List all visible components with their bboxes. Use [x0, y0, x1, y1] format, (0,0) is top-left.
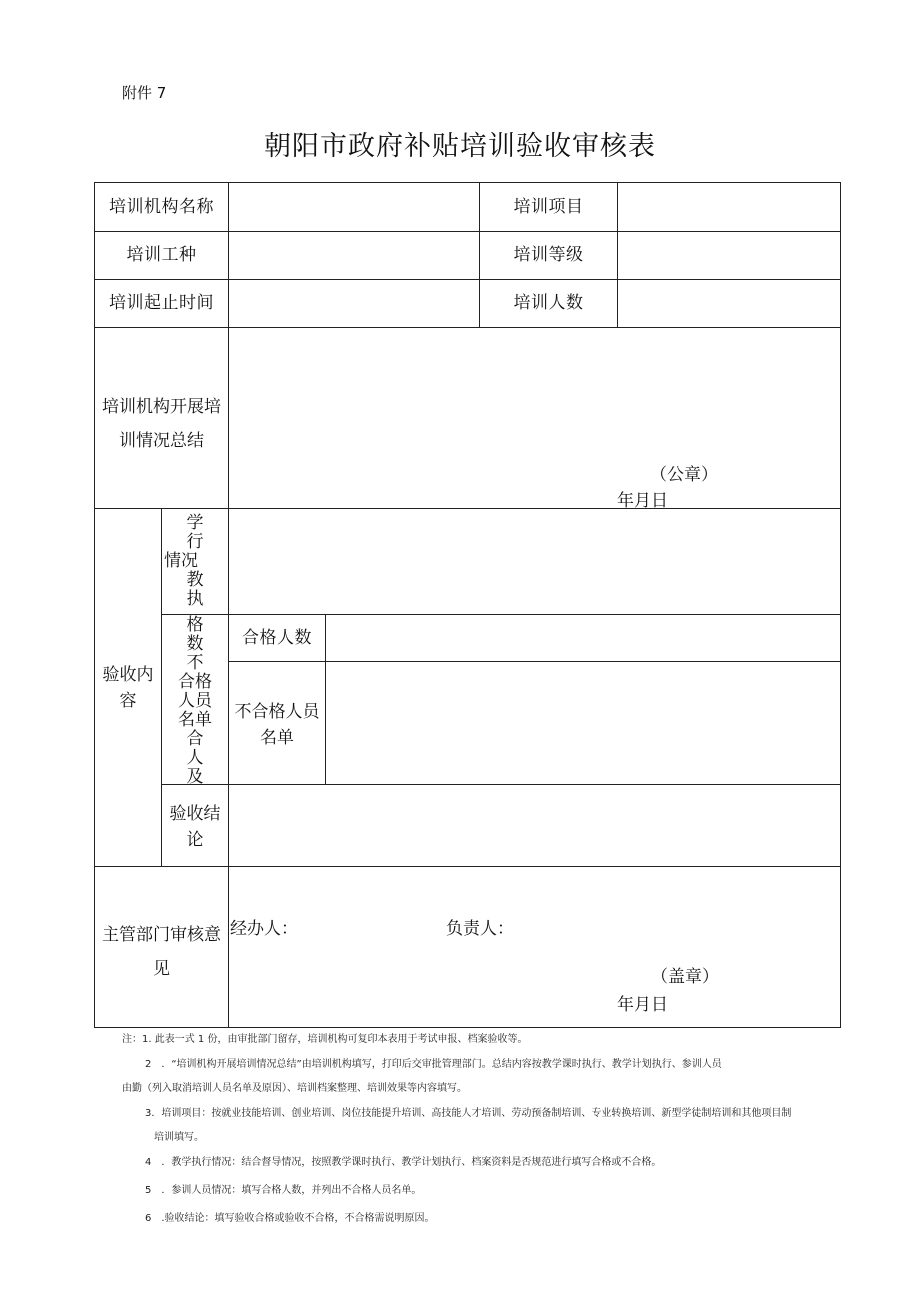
teaching-execution-field[interactable]: [229, 509, 840, 614]
unqualified-label-line1: 不合格人员: [234, 702, 320, 722]
unqualified-list-field[interactable]: [326, 662, 840, 784]
count-field[interactable]: [618, 280, 840, 327]
summary-label-line2: 训情况总结: [119, 431, 204, 451]
job-type-field[interactable]: [229, 232, 479, 279]
vchar: 不: [186, 653, 204, 673]
vchar: 合: [186, 729, 204, 749]
vchar: 行: [186, 532, 204, 552]
level-field[interactable]: [618, 232, 840, 279]
vchar: 合格: [178, 672, 212, 692]
note-4: 4 ．教学执行情况：结合督导情况，按照教学课时执行、教学计划执行、档案资料是否规范进行填写合格或不合格。: [145, 1157, 662, 1168]
dept-date: 年月日: [617, 995, 668, 1015]
vchar: 人员: [178, 691, 212, 711]
conclusion-label: [162, 801, 228, 853]
unqualified-label: [229, 699, 325, 751]
summary-field[interactable]: [229, 328, 840, 508]
level-label: 培训等级: [513, 245, 584, 265]
summary-label-line1: 培训机构开展培: [102, 397, 221, 417]
vchar: 名单: [178, 710, 212, 730]
summary-label: [95, 390, 228, 458]
vchar: 格: [186, 615, 204, 635]
dept-review-field[interactable]: [229, 867, 840, 1027]
summary-seal: （公章）: [650, 465, 718, 485]
attachment-label: 附件 7: [122, 84, 167, 102]
vchar: 数: [186, 634, 204, 654]
org-name-field[interactable]: [229, 183, 479, 231]
page-title: 朝阳市政府补贴培训验收审核表: [264, 131, 656, 162]
dept-seal: （盖章）: [651, 967, 719, 987]
note-6: 6 .验收结论：填写验收合格或验收不合格，不合格需说明原因。: [145, 1213, 435, 1224]
project-label: 培训项目: [513, 196, 584, 217]
note-5: 5 ．参训人员情况：填写合格人数，并列出不合格人员名单。: [145, 1185, 422, 1196]
vchar: 教: [186, 570, 204, 590]
vchar: 执: [186, 589, 204, 609]
note-3b: 培训填写。: [154, 1132, 204, 1143]
note-1: 注：1. 此表一式 1 份，由审批部门留存，培训机构可复印本表用于考试申报、档案验收等。: [122, 1034, 528, 1045]
handler-label: 经办人：: [230, 919, 298, 939]
acceptance-label-line1: 验收内: [102, 665, 154, 685]
teaching-execution-label: [162, 514, 228, 609]
org-name-label: 培训机构名称: [109, 196, 214, 217]
job-type-label: 培训工种: [126, 245, 197, 265]
note-2b: 由勤（列入取消培训人员名单及原因）、培训档案整理、培训效果等内容填写。: [122, 1083, 467, 1094]
conclusion-label-line2: 论: [186, 830, 204, 850]
dept-review-label-line2: 见: [153, 959, 170, 979]
vchar: 人: [186, 748, 204, 768]
dept-review-label-line1: 主管部门审核意: [102, 925, 221, 945]
acceptance-label: [95, 662, 161, 714]
qualified-count-label: 合格人数: [242, 627, 312, 648]
summary-date: 年月日: [617, 491, 668, 511]
vchar: 及: [186, 767, 204, 787]
acceptance-label-line2: 容: [119, 691, 137, 711]
responsible-label: 负责人：: [446, 919, 514, 939]
vchar: 学: [186, 513, 204, 533]
project-field[interactable]: [618, 183, 840, 231]
vchar: 情况: [164, 551, 198, 571]
qualified-count-field[interactable]: [326, 615, 840, 661]
count-label: 培训人数: [513, 293, 584, 313]
participants-label: [162, 616, 228, 787]
note-2a: 2 ．“培训机构开展培训情况总结”由培训机构填写，打印后交审批管理部门。总结内容按教学课时执行、教学计划执行、参训人员: [145, 1059, 722, 1070]
period-field[interactable]: [229, 280, 479, 327]
dept-review-label: [95, 918, 228, 986]
conclusion-label-line1: 验收结: [169, 804, 221, 824]
period-label: 培训起止时间: [109, 293, 214, 313]
conclusion-field[interactable]: [229, 785, 840, 866]
unqualified-label-line2: 名单: [260, 728, 294, 748]
note-3a: 3．培训项目：按就业技能培训、创业培训、岗位技能提升培训、高技能人才培训、劳动预备制培训、专业转换培训、新型学徒制培训和其他项目制: [145, 1108, 792, 1119]
